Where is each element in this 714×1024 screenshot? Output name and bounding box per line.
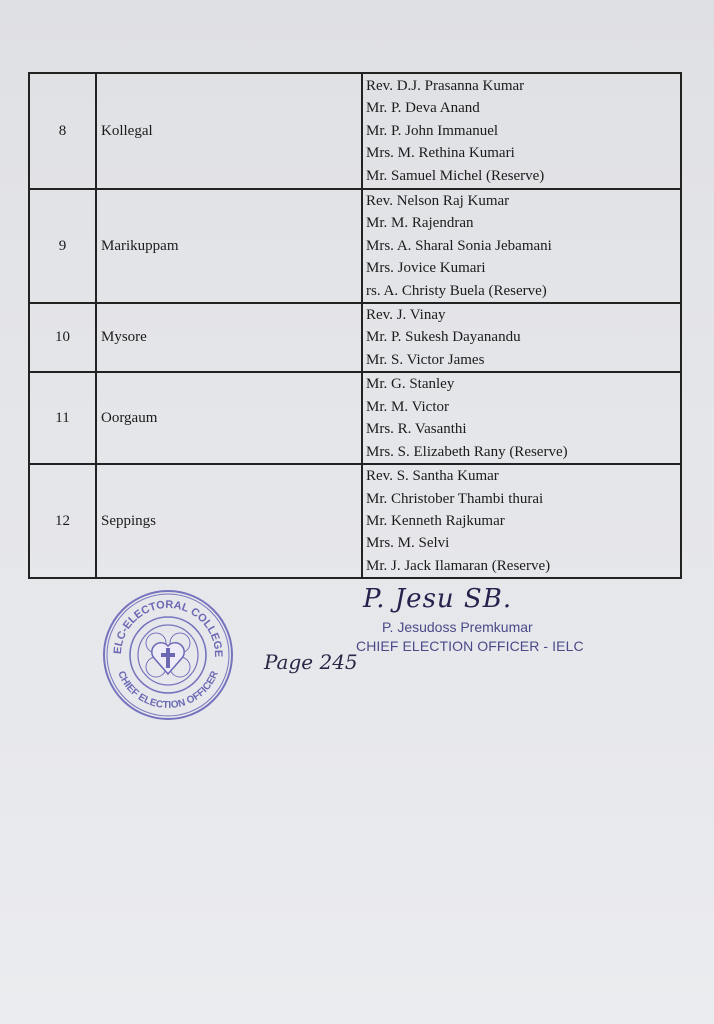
place-name: Kollegal (96, 73, 362, 189)
delegate-name: Mrs. R. Vasanthi (366, 421, 467, 438)
delegate-name: Mr. M. Rajendran (366, 215, 474, 232)
table-row (29, 303, 681, 372)
delegate-name: Mr. P. Deva Anand (366, 100, 480, 117)
delegate-name: Mr. J. Jack Ilamaran (Reserve) (366, 557, 551, 574)
signatory-name: P. Jesudoss Premkumar (382, 619, 533, 635)
signatory-title: CHIEF ELECTION OFFICER - IELC (356, 638, 584, 654)
delegate-name: Mr. Kenneth Rajkumar (366, 513, 505, 530)
delegate-name: Rev. J. Vinay (366, 307, 446, 324)
seal-bottom-text: CHIEF ELECTION OFFICER (115, 669, 221, 712)
delegate-name: Mrs. M. Rethina Kumari (366, 145, 515, 162)
row-number: 9 (29, 189, 96, 303)
table-row (29, 464, 681, 578)
table-row (29, 73, 681, 189)
delegate-name: Mrs. M. Selvi (366, 535, 450, 552)
delegate-name: Rev. D.J. Prasanna Kumar (366, 77, 525, 94)
delegate-name: Mr. M. Victor (366, 398, 449, 415)
row-number: 8 (29, 73, 96, 189)
delegate-name: Mr. P. Sukesh Dayanandu (366, 329, 521, 346)
table-row (29, 372, 681, 464)
table-row (29, 189, 681, 303)
delegate-name: Rev. S. Santha Kumar (366, 468, 499, 485)
delegate-name: Mrs. S. Elizabeth Rany (Reserve) (366, 443, 568, 460)
place-name: Seppings (96, 464, 362, 578)
row-number: 11 (29, 372, 96, 464)
delegate-name: Mr. P. John Immanuel (366, 122, 499, 139)
electoral-college-seal (101, 588, 235, 722)
delegate-name: Mr. S. Victor James (366, 351, 485, 368)
delegate-name: rs. A. Christy Buela (Reserve) (366, 282, 547, 299)
luther-rose-icon (146, 633, 190, 677)
delegate-list (362, 464, 681, 578)
delegate-name: Mr. Samuel Michel (Reserve) (366, 167, 545, 184)
handwritten-page-number: Page 245 (264, 650, 358, 674)
delegate-name: Mr. G. Stanley (366, 376, 455, 393)
seal-top-text: ELC-ELECTORAL COLLEGE (111, 598, 225, 658)
place-name: Marikuppam (96, 189, 362, 303)
row-number: 10 (29, 303, 96, 372)
delegate-name: Mr. Christober Thambi thurai (366, 490, 544, 507)
place-name: Mysore (96, 303, 362, 372)
delegate-list (362, 303, 681, 372)
row-number: 12 (29, 464, 96, 578)
delegate-name: Mrs. Jovice Kumari (366, 260, 486, 277)
election-table (28, 72, 682, 579)
delegate-list (362, 372, 681, 464)
delegate-name: Mrs. A. Sharal Sonia Jebamani (366, 237, 552, 254)
handwritten-signature: P. Jesu SB. (363, 584, 513, 614)
delegate-name: Rev. Nelson Raj Kumar (366, 193, 510, 209)
delegate-list (362, 73, 681, 189)
place-name: Oorgaum (96, 372, 362, 464)
delegate-list (362, 189, 681, 303)
